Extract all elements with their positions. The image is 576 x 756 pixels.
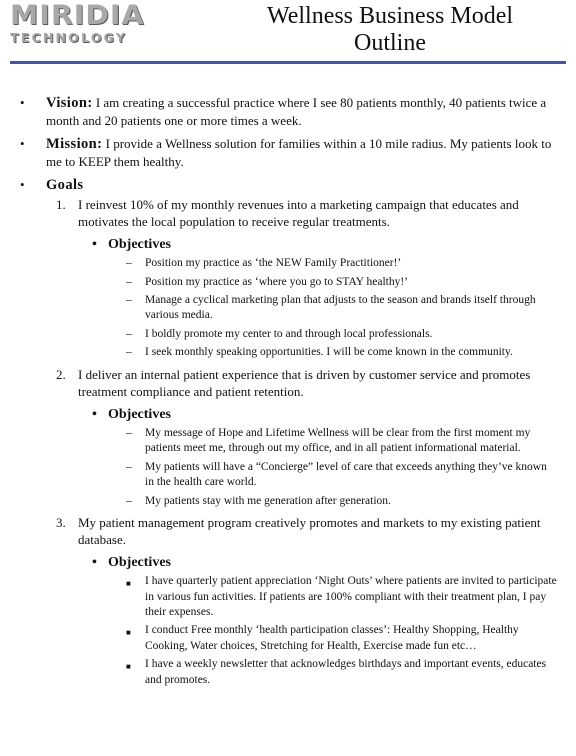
bullet-icon: •: [92, 406, 97, 422]
objectives-label: Objectives: [108, 554, 171, 570]
goal-item: [0, 196, 576, 231]
objective-item: [0, 657, 576, 688]
bullet-icon: •: [92, 554, 97, 570]
objective-item: [0, 494, 576, 509]
goal-number: 1.: [56, 197, 66, 213]
vision-item: [0, 94, 576, 130]
objective-text: My patients stay with me generation after generation.: [145, 494, 391, 507]
bullet-icon: •: [92, 236, 97, 252]
objective-text: Position my practice as ‘where you go to STAY healthy!’: [145, 275, 408, 288]
mission-text: I provide a Wellness solution for families within a 10 mile radius. My patients look to me to KEEP them healthy.: [46, 135, 552, 170]
goal-text: I reinvest 10% of my monthly revenues into a marketing campaign that educates and motivates the local population to receive regular treatments.: [78, 197, 519, 230]
bullet-icon: •: [20, 135, 25, 151]
page-title-line1: Wellness Business Model: [266, 3, 514, 29]
dash-icon: –: [126, 327, 132, 340]
dash-icon: –: [126, 426, 132, 439]
square-bullet-icon: ■: [126, 579, 131, 589]
objective-item: [0, 426, 576, 457]
goal-number: 3.: [56, 514, 66, 530]
goal-text: My patient management program creatively promotes and markets to my existing patient database.: [78, 514, 541, 548]
square-bullet-icon: ■: [126, 662, 131, 672]
header-divider: [10, 61, 566, 64]
objectives-label: Objectives: [108, 236, 171, 252]
dash-icon: –: [126, 494, 132, 507]
objectives-label: Objectives: [108, 406, 171, 422]
objective-item: [0, 345, 576, 360]
dash-icon: –: [126, 275, 132, 288]
goal-number: 2.: [56, 366, 66, 382]
dash-icon: –: [126, 346, 132, 359]
outline-body: [0, 94, 576, 691]
vision-label: Vision:: [46, 95, 93, 111]
objective-item: [0, 574, 576, 620]
objective-text: My patients will have a “Concierge” level of care that exceeds anything they’ve known in the health care world.: [145, 460, 547, 489]
page-title: [200, 3, 576, 57]
objective-text: I have quarterly patient appreciation ‘Night Outs’ where patients are invited to participate in various fun activities. If patients are 100% compliant with their treatment plan, I pay their expenses.: [145, 575, 557, 618]
mission-label: Mission:: [46, 135, 103, 152]
objective-item: [0, 460, 576, 491]
objective-text: Manage a cyclical marketing plan that adjusts to the season and brands itself through various media.: [145, 294, 536, 322]
objective-text: I have a weekly newsletter that acknowledges birthdays and important events, educates and promotes.: [145, 658, 547, 686]
vision-text: I am creating a successful practice where I see 80 patients monthly, 40 patients twice a month and 20 patients one or more times a week.: [46, 95, 547, 129]
dash-icon: –: [126, 294, 132, 307]
dash-icon: –: [126, 460, 132, 473]
bullet-icon: •: [20, 176, 25, 192]
square-bullet-icon: ■: [126, 628, 131, 638]
miridia-logo: [10, 0, 145, 46]
goals-item: [0, 176, 576, 194]
objective-item: [0, 327, 576, 342]
objective-item: [0, 256, 576, 271]
objectives-heading: [0, 236, 576, 253]
objective-text: I seek monthly speaking opportunities. I will be come known in the community.: [145, 346, 513, 359]
dash-icon: –: [126, 257, 132, 270]
objective-text: I boldly promote my center to and through local professionals.: [145, 327, 433, 340]
goal-item: [0, 514, 576, 549]
objective-item: [0, 623, 576, 654]
goals-label: Goals: [46, 176, 84, 193]
logo-subtitle: TECHNOLOGY: [10, 30, 127, 45]
objectives-heading: [0, 406, 576, 423]
goal-text: I deliver an internal patient experience that is driven by customer service and promotes treatment compliance and patient retention.: [78, 366, 531, 400]
objectives-heading: [0, 554, 576, 571]
objective-text: My message of Hope and Lifetime Wellness will be clear from the first moment my patients meet me, through out my office, and in all patient informational material.: [145, 426, 531, 455]
logo-wordmark: MIRIDIA: [10, 0, 145, 31]
objective-item: [0, 293, 576, 324]
page-title-line2: Outline: [354, 30, 426, 56]
goal-item: [0, 366, 576, 401]
bullet-icon: •: [20, 95, 25, 110]
objective-text: I conduct Free monthly ‘health participation classes’: Healthy Shopping, Healthy Cooking, Water choices, Stretching for Health, Exercise made fun etc…: [145, 624, 519, 652]
objective-item: [0, 275, 576, 290]
objective-text: Position my practice as ‘the NEW Family Practitioner!’: [145, 257, 402, 270]
mission-item: [0, 135, 576, 171]
